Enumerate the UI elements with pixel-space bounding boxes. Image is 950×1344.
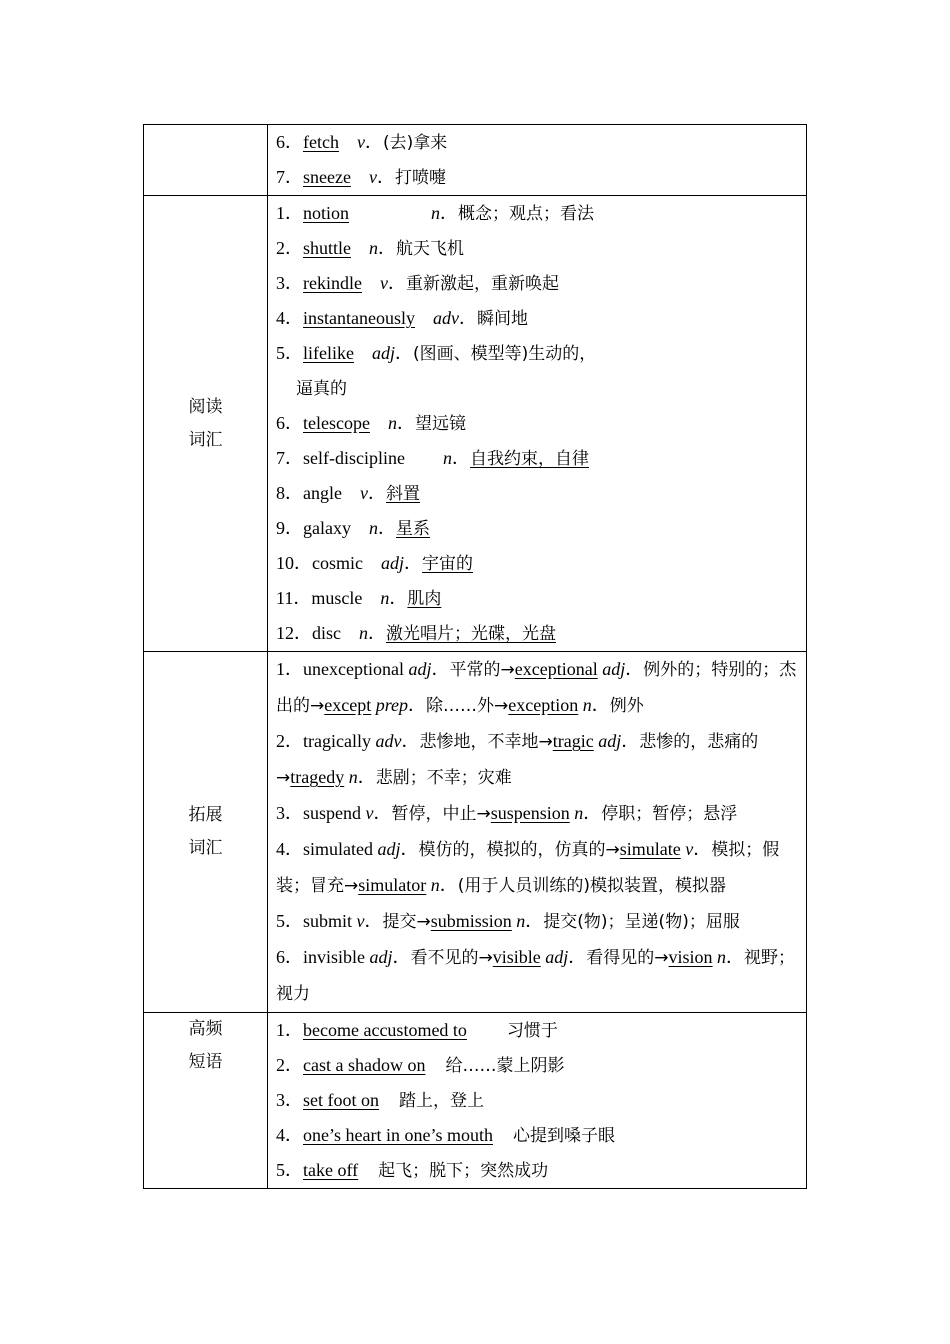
definition: 逼真的 — [296, 379, 347, 399]
answer-word: simulator — [358, 875, 427, 895]
item-number: 5． — [276, 343, 303, 363]
table-row-extended-vocab — [144, 652, 807, 1013]
category-label: 短语 — [188, 1052, 223, 1072]
answer-word: submission — [430, 911, 512, 931]
vocab-word: telescope — [303, 413, 370, 433]
list-item: 2．cast a shadow on 给……蒙上阴影 — [276, 1055, 565, 1076]
list-item: 6．telescope n．望远镜 — [276, 413, 466, 434]
item-number: 2． — [276, 238, 303, 258]
list-item: 11．muscle n．肌肉 — [276, 588, 442, 609]
item-number: 7． — [276, 167, 303, 187]
vocab-word: muscle — [311, 588, 363, 608]
list-item: 1．unexceptional adj．平常的→exceptional adj．例外的；特别的；杰出的→except prep．除……外→exception n．例外 — [276, 659, 797, 716]
list-item: 4．one’s heart in one’s mouth 心提到嗓子眼 — [276, 1125, 615, 1146]
category-cell-phrases — [144, 1013, 268, 1189]
part-of-speech: n — [380, 588, 390, 608]
answer-definition: 星系 — [395, 519, 430, 539]
answer-word: exceptional — [514, 659, 598, 679]
vocab-word: submit — [303, 911, 353, 931]
answer-word: visible — [492, 947, 541, 967]
list-item: 3．rekindle v．重新激起，重新唤起 — [276, 273, 559, 294]
list-item: 7．self-discipline n．自我约束，自律 — [276, 448, 589, 469]
part-of-speech: n — [387, 413, 397, 433]
part-of-speech: v — [368, 167, 377, 187]
item-number: 6． — [276, 413, 303, 433]
phrase: one’s heart in one’s mouth — [303, 1125, 493, 1145]
definition: (图画、模型等)生动的， — [413, 344, 597, 364]
item-number: 10． — [276, 553, 312, 573]
item-number: 6． — [276, 132, 303, 152]
definition: 概念；观点；看法 — [458, 204, 595, 224]
definition: 瞬间地 — [476, 309, 528, 329]
item-number: 1． — [276, 203, 303, 223]
definition: 起飞；脱下；突然成功 — [378, 1161, 549, 1181]
answer-word: except — [324, 695, 372, 715]
vocab-word: fetch — [303, 132, 339, 152]
list-item: 1．notion n．概念；观点；看法 — [276, 203, 595, 224]
phrase: set foot on — [303, 1090, 379, 1110]
vocab-word: lifelike — [303, 343, 354, 363]
list-item: 7．sneeze v．打喷嚏 — [276, 167, 446, 188]
items-cell — [268, 652, 807, 1013]
vocab-word: suspend — [303, 803, 361, 823]
vocab-word: shuttle — [303, 238, 351, 258]
phrase: take off — [303, 1160, 359, 1180]
vocab-word: self-discipline — [303, 448, 405, 468]
vocab-word: notion — [303, 203, 350, 223]
items-cell — [268, 196, 807, 652]
part-of-speech: v — [356, 132, 365, 152]
list-item: 2．tragically adv．悲惨地，不幸地→tragic adj．悲惨的，悲痛的→tragedy n．悲剧；不幸；灾难 — [276, 731, 759, 788]
definition: 踏上，登上 — [399, 1091, 484, 1111]
list-item: 5．submit v．提交→submission n．提交(物)；呈递(物)；屈服 — [276, 911, 740, 932]
list-item: 4．instantaneously adv．瞬间地 — [276, 308, 528, 329]
item-number: 4． — [276, 308, 303, 328]
phrase: cast a shadow on — [303, 1055, 426, 1075]
item-number: 7． — [276, 448, 303, 468]
part-of-speech: n — [369, 238, 378, 258]
answer-definition: 激光唱片；光碟，光盘 — [386, 624, 556, 644]
part-of-speech: adj — [381, 553, 405, 573]
table-row-reading-vocab — [144, 196, 807, 652]
category-label: 高频 — [188, 1019, 223, 1039]
vocab-word: invisible — [303, 947, 365, 967]
definition: 习惯于 — [506, 1021, 558, 1041]
list-item: 12．disc n．激光唱片；光碟，光盘 — [276, 623, 556, 644]
vocab-word: angle — [303, 483, 342, 503]
category-cell-empty — [144, 125, 268, 196]
part-of-speech: adj — [371, 343, 395, 363]
list-item: 3．set foot on 踏上，登上 — [276, 1090, 484, 1111]
category-label: 阅读 — [188, 396, 223, 417]
list-item: 6．fetch v．(去)拿来 — [276, 132, 448, 153]
definition: 给……蒙上阴影 — [445, 1056, 565, 1076]
answer-definition: 斜置 — [385, 484, 420, 504]
phrase: become accustomed to — [303, 1020, 467, 1040]
vocabulary-table — [143, 124, 807, 1189]
answer-definition: 自我约束，自律 — [469, 449, 589, 469]
vocab-word: galaxy — [303, 518, 351, 538]
definition: 打喷嚏 — [394, 168, 446, 188]
list-item: 5．lifelike adj．(图画、模型等)生动的， — [276, 343, 597, 364]
answer-word: suspension — [490, 803, 570, 823]
category-label: 词汇 — [188, 838, 223, 858]
category-label: 词汇 — [188, 429, 223, 450]
list-item: 6．invisible adj．看不见的→visible adj．看得见的→vision n．视野；视力 — [276, 947, 796, 1004]
table-row-phrases — [144, 1013, 807, 1189]
answer-word: vision — [668, 947, 713, 967]
list-item: 2．shuttle n．航天飞机 — [276, 238, 464, 259]
item-number: 11． — [276, 588, 312, 608]
part-of-speech: v — [359, 483, 368, 503]
part-of-speech: adv — [432, 308, 459, 328]
list-item: 10．cosmic adj．宇宙的 — [276, 553, 474, 574]
items-cell — [268, 1013, 807, 1189]
part-of-speech: n — [359, 623, 368, 643]
answer-word: exception — [508, 695, 579, 715]
vocab-word: sneeze — [303, 167, 351, 187]
vocab-word: rekindle — [303, 273, 362, 293]
vocab-word: unexceptional — [303, 659, 404, 679]
category-cell-extended — [144, 652, 268, 1013]
part-of-speech: v — [379, 273, 388, 293]
item-number: 9． — [276, 518, 303, 538]
items-cell — [268, 125, 807, 196]
definition: 心提到嗓子眼 — [512, 1126, 615, 1146]
item-number: 3． — [276, 273, 303, 293]
definition: (去)拿来 — [382, 133, 448, 153]
item-number: 12． — [276, 623, 312, 643]
definition: 望远镜 — [414, 414, 466, 434]
category-label: 拓展 — [188, 805, 223, 825]
definition: 重新激起，重新唤起 — [405, 274, 559, 294]
item-number: 8． — [276, 483, 303, 503]
vocab-word: tragically — [303, 731, 371, 751]
vocab-word: disc — [312, 623, 341, 643]
list-item: 5．take off 起飞；脱下；突然成功 — [276, 1160, 549, 1181]
answer-word: tragic — [552, 731, 594, 751]
definition: 航天飞机 — [396, 239, 464, 259]
list-item-continuation — [276, 371, 797, 406]
table-row-continuation — [144, 125, 807, 196]
list-item: 8．angle v．斜置 — [276, 483, 420, 504]
category-cell-reading — [144, 196, 268, 652]
vocab-word: simulated — [303, 839, 373, 859]
part-of-speech: n — [442, 448, 452, 468]
vocab-word: cosmic — [312, 553, 363, 573]
list-item: 1．become accustomed to 习惯于 — [276, 1020, 558, 1041]
list-item: 9．galaxy n．星系 — [276, 518, 430, 539]
vocab-word: instantaneously — [303, 308, 415, 328]
answer-word: tragedy — [290, 767, 345, 787]
answer-word: simulate — [619, 839, 681, 859]
part-of-speech: n — [431, 203, 441, 223]
part-of-speech: n — [368, 518, 378, 538]
answer-definition: 肌肉 — [407, 589, 442, 609]
list-item: 3．suspend v．暂停，中止→suspension n．停职；暂停；悬浮 — [276, 803, 738, 824]
answer-definition: 宇宙的 — [422, 554, 474, 574]
list-item: 4．simulated adj．模仿的，模拟的，仿真的→simulate v．模拟；假装；冒充→simulator n．(用于人员训练的)模拟装置，模拟器 — [276, 839, 780, 896]
